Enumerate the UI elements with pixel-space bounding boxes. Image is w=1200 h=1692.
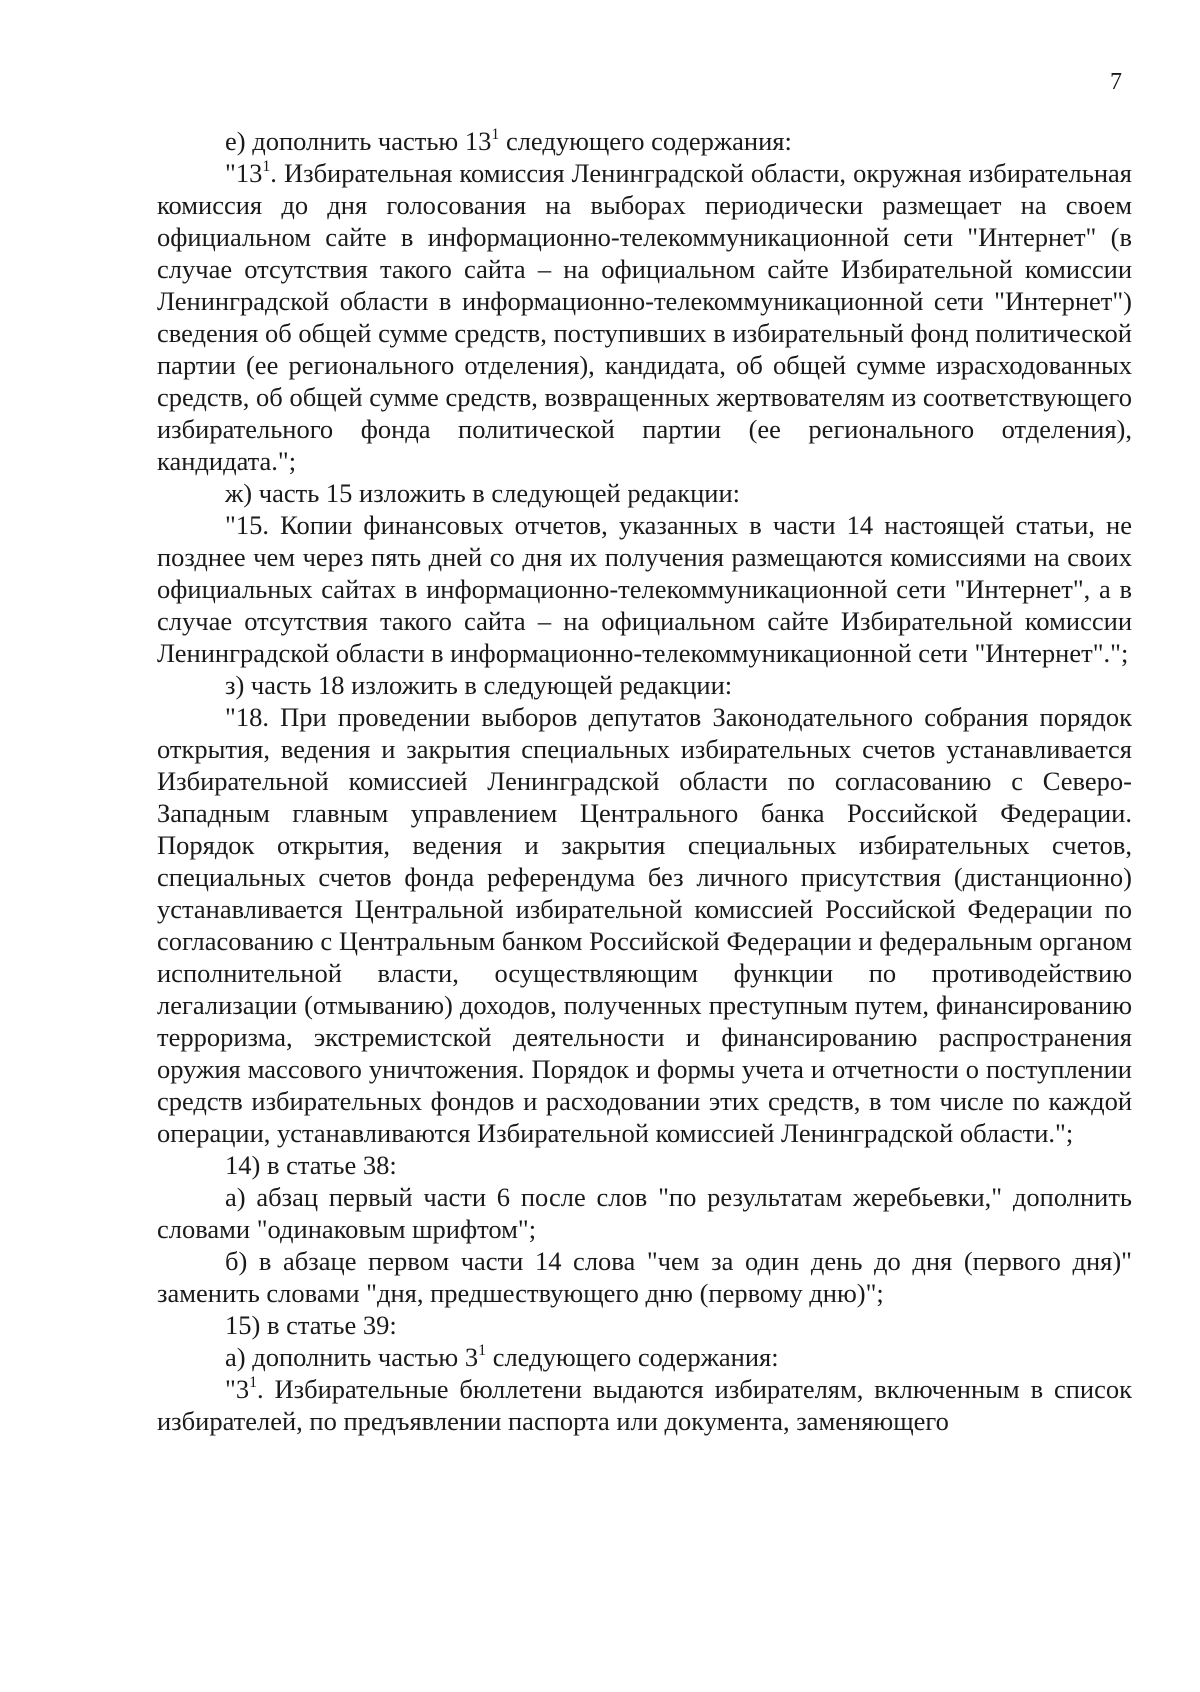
paragraph-item-14-a: а) абзац первый части 6 после слов "по результатам жеребьевки," дополнить словами "одинаковым шрифтом"; [157,1182,1132,1244]
document-body [157,125,1132,1437]
paragraph-part-3-1: "$3^1$. Избирательные бюллетени выдаются избирателям, включенным в список избирателей, по предъявлении паспорта или документа, заменяющего [157,1373,1132,1436]
paragraph-amendment-e: е) дополнить частью $13^1$ следующего содержания: [225,125,792,156]
paragraph-part-15: "15. Копии финансовых отчетов, указанных в части 14 настоящей статьи, не позднее чем через пять дней со дня их получения размещаются комиссиями на своих официальных сайтах в информационно-телекоммуникационной сети "Интернет", а в случае отсутствия такого сайта – на официальном сайте Избирательной комиссии Ленинградской области в информационно-телекоммуникационной сети "Интернет"."; [157,510,1132,668]
page-number: 7 [1110,69,1122,95]
paragraph-amendment-zh: ж) часть 15 изложить в следующей редакции: [225,478,741,508]
paragraph-part-13-1: "$13^1$. Избирательная комиссия Ленинградской области, окружная избирательная комиссия до дня голосования на выборах периодически размещает на своем официальном сайте в информационно-телекоммуникационной сети "Интернет" (в случае отсутствия такого сайта – на официальном сайте Избирательной комиссии Ленинградской области в информационно-телекоммуникационной сети "Интернет") сведения об общей сумме средств, поступивших в избирательный фонд политической партии (ее регионального отделения), кандидата, об общей сумме израсходованных средств, об общей сумме средств, возвращенных жертвователям из соответствующего избирательного фонда политической партии (ее регионального отделения), кандидата."; [157,157,1132,476]
paragraph-item-15: 15) в статье 39: [225,1310,397,1340]
paragraph-item-14: 14) в статье 38: [225,1150,397,1180]
paragraph-item-15-a: а) дополнить частью $3^1$ следующего содержания: [225,1341,779,1372]
paragraph-item-14-b: б) в абзаце первом части 14 слова "чем за один день до дня (первого дня)" заменить словами "дня, предшествующего дню (первому дню)"; [157,1246,1132,1308]
paragraph-part-18: "18. При проведении выборов депутатов Законодательного собрания порядок открытия, ведения и закрытия специальных избирательных счетов устанавливается Избирательной комиссией Ленинградской области по согласованию с Северо-Западным главным управлением Центрального банка Российской Федерации. Порядок открытия, ведения и закрытия специальных избирательных счетов, специальных счетов фонда референдума без личного присутствия (дистанционно) устанавливается Центральной избирательной комиссией Российской Федерации по согласованию с Центральным банком Российской Федерации и федеральным органом исполнительной власти, осуществляющим функции по противодействию легализации (отмыванию) доходов, полученных преступным путем, финансированию терроризма, экстремистской деятельности и финансированию распространения оружия массового уничтожения. Порядок и формы учета и отчетности о поступлении средств избирательных фондов и расходовании этих средств, в том числе по каждой операции, устанавливаются Избирательной комиссией Ленинградской области."; [157,702,1132,1148]
paragraph-amendment-z: з) часть 18 изложить в следующей редакции: [225,670,733,700]
